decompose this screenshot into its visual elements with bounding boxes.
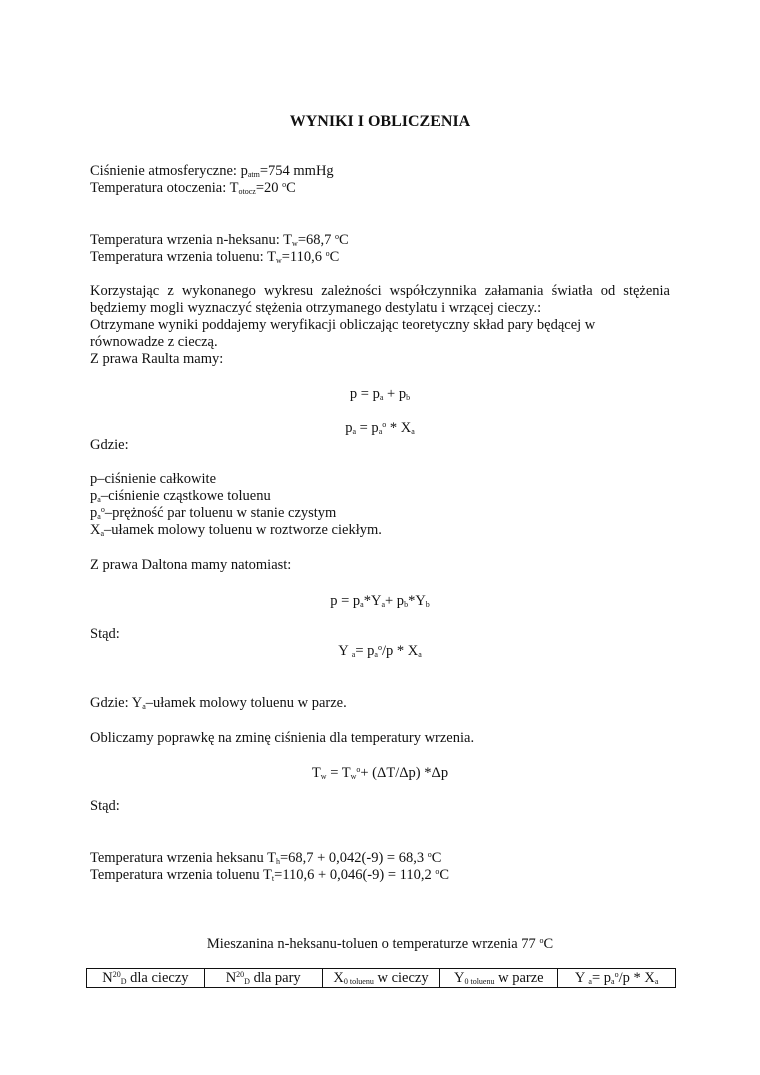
toluene-corrected-boiling-point: Temperatura wrzenia toluenu $T_t=110,6 + 0,046(-9) = 110,2$ $^o$C bbox=[90, 867, 450, 883]
raoult-intro: Z prawa Raulta mamy: bbox=[90, 351, 224, 367]
hence-label: Stąd: bbox=[90, 798, 120, 814]
page-title: WYNIKI I OBLICZENIA bbox=[289, 113, 471, 130]
equation-correction: $T_w = T_w^o+ (\Delta T/\Delta p)$ *Δp bbox=[311, 765, 449, 781]
toluene-boiling-point-line: Temperatura wrzenia toluenu: $T_w=110,6$ $^o$C bbox=[90, 249, 340, 265]
header-calculated-vapor-fraction: Y $_a= p_a^o/p * X_a$ bbox=[558, 969, 676, 988]
header-liquid-fraction: $X_{0 toluenu}$ w cieczy bbox=[322, 969, 440, 988]
equation-raoult: $p_a = p_a^o * X_a$ bbox=[345, 420, 415, 436]
header-refractive-index-liquid: $N^{20}_D$ dla cieczy bbox=[87, 969, 205, 988]
definition-liquid-mole-fraction: $X_a$–ułamek molowy toluenu w roztworze ciekłym. bbox=[90, 522, 382, 538]
results-table bbox=[86, 968, 676, 988]
atmospheric-pressure-line: Ciśnienie atmosferyczne: $p_{atm}=754$ mmHg bbox=[90, 163, 334, 179]
definition-partial-pressure: $p_a$–ciśnienie cząstkowe toluenu bbox=[90, 488, 271, 504]
definition-vapor-pressure: $p_a^o$–prężność par toluenu w stanie czystym bbox=[90, 505, 337, 521]
equation-dalton: $p = p_a*Y_a+ p_b*Y_b$ bbox=[330, 593, 430, 609]
paragraph-line: Korzystając z wykonanego wykresu zależności współczynnika załamania światła od stężenia bbox=[90, 283, 670, 299]
pressure-correction-intro: Obliczamy poprawkę na zminę ciśnienia dla temperatury wrzenia. bbox=[90, 730, 475, 746]
paragraph-line: równowadze z cieczą. bbox=[90, 334, 218, 350]
header-vapor-fraction: $Y_{0 toluenu}$ w parze bbox=[440, 969, 558, 988]
hexane-boiling-point-line: Temperatura wrzenia n-heksanu: $T_w=68,7$ $^o$C bbox=[90, 232, 349, 248]
hence-label: Stąd: bbox=[90, 626, 120, 642]
header-refractive-index-vapor: $N^{20}_D$ dla pary bbox=[204, 969, 322, 988]
hexane-corrected-boiling-point: Temperatura wrzenia heksanu $T_h=68,7 + 0,042(-9) = 68,3$ $^o$C bbox=[90, 850, 442, 866]
ambient-temperature-line: Temperatura otoczenia: $T_{otocz}=20$ $^o$C bbox=[90, 180, 296, 196]
equation-vapor-fraction: Y $_a= p_a^o/p * X_a$ bbox=[338, 643, 422, 659]
paragraph-line: Otrzymane wyniki poddajemy weryfikacji obliczając teoretyczny skład pary będącej w bbox=[90, 317, 596, 333]
paragraph-line: będziemy mogli wyznaczyć stężenia otrzymanego destylatu i wrzącej cieczy.: bbox=[90, 300, 542, 316]
dalton-intro: Z prawa Daltona mamy natomiast: bbox=[90, 557, 292, 573]
definition-total-pressure: p–ciśnienie całkowite bbox=[90, 471, 217, 487]
where-label: Gdzie: bbox=[90, 437, 129, 453]
equation-total-pressure: $p = p_a + p_b$ bbox=[349, 386, 411, 402]
definition-vapor-mole-fraction: Gdzie: $Y_a$–ułamek molowy toluenu w parze. bbox=[90, 695, 347, 711]
table-caption: Mieszanina n-heksanu-toluen o temperaturze wrzenia 77 $^o$C bbox=[206, 936, 554, 952]
table-header-row bbox=[87, 969, 676, 988]
